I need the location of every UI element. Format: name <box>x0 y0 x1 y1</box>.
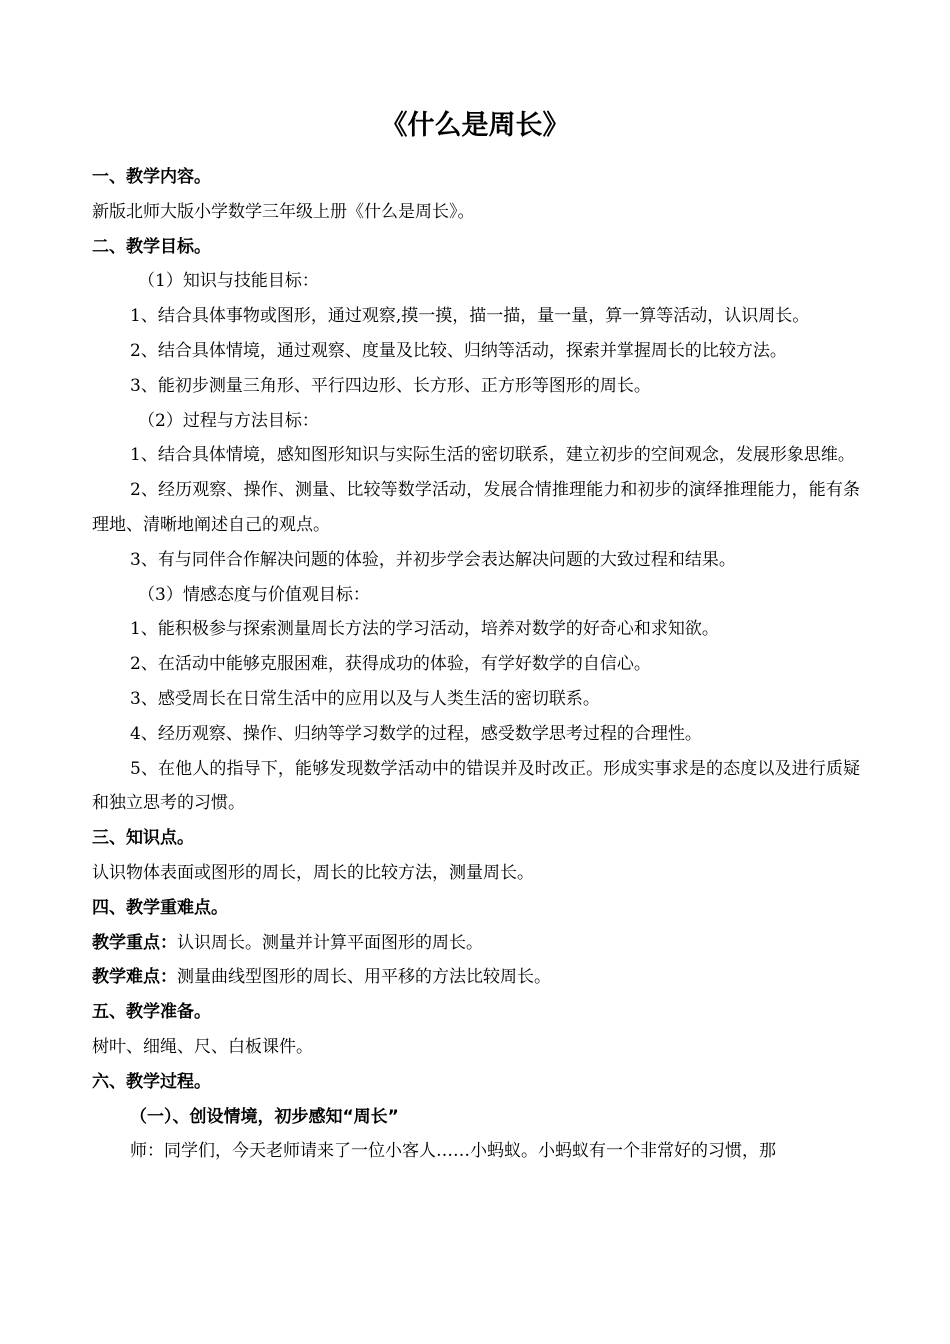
difficult-point-label: 教学难点： <box>92 967 177 988</box>
section-heading-key-difficult: 四、教学重难点。 <box>92 897 228 918</box>
goal-item: 5、在他人的指导下，能够发现数学活动中的错误并及时改正。形成实事求是的态度以及进行质疑和独立思考的习惯。 <box>92 758 860 814</box>
process-subheading: （一）、创设情境，初步感知“周长” <box>130 1106 399 1127</box>
goal-heading-attitude: （3）情感态度与价值观目标： <box>138 584 370 605</box>
section-heading-content: 一、教学内容。 <box>92 167 211 187</box>
section-text-content: 新版北师大版小学数学三年级上册《什么是周长》。 <box>92 201 475 222</box>
difficult-point-line <box>92 960 860 995</box>
document-title: 《什么是周长》 <box>380 110 570 141</box>
difficult-point-text: 测量曲线型图形的周长、用平移的方法比较周长。 <box>177 967 551 988</box>
goal-item: 3、感受周长在日常生活中的应用以及与人类生活的密切联系。 <box>130 688 600 709</box>
section-text-preparation: 树叶、细绳、尺、白板课件。 <box>92 1036 313 1057</box>
goal-heading-process: （2）过程与方法目标： <box>138 410 319 431</box>
goal-item: 2、经历观察、操作、测量、比较等数学活动，发展合情推理能力和初步的演绎推理能力，能有条理地、清晰地阐述自己的观点。 <box>92 480 860 535</box>
goal-item: 3、能初步测量三角形、平行四边形、长方形、正方形等图形的周长。 <box>130 375 651 396</box>
goal-item: 2、在活动中能够克服困难，获得成功的体验，有学好数学的自信心。 <box>130 654 651 675</box>
section-heading-preparation: 五、教学准备。 <box>92 1002 211 1023</box>
section-heading-goals: 二、教学目标。 <box>92 236 211 257</box>
goal-heading-knowledge: （1）知识与技能目标： <box>138 271 319 292</box>
goal-item: 1、结合具体事物或图形，通过观察,摸一摸，描一描，量一量，算一算等活动，认识周长。 <box>130 306 810 327</box>
goal-item: 1、能积极参与探索测量周长方法的学习活动，培养对数学的好奇心和求知欲。 <box>130 619 719 640</box>
section-heading-knowledge-points: 三、知识点。 <box>92 828 194 849</box>
process-paragraph: 师：同学们，今天老师请来了一位小客人……小蚂蚁。小蚂蚁有一个非常好的习惯，那 <box>130 1141 776 1162</box>
key-point-text: 认识周长。测量并计算平面图形的周长。 <box>177 932 483 953</box>
goal-item: 3、有与同伴合作解决问题的体验，并初步学会表达解决问题的大致过程和结果。 <box>130 549 736 570</box>
key-point-label: 教学重点： <box>92 932 177 953</box>
goal-item: 2、结合具体情境，通过观察、度量及比较、归纳等活动，探索并掌握周长的比较方法。 <box>130 340 787 361</box>
goal-item: 1、结合具体情境，感知图形知识与实际生活的密切联系，建立初步的空间观念，发展形象思维。 <box>130 445 855 466</box>
key-point-line <box>92 926 860 961</box>
document-body <box>92 160 860 1169</box>
goal-item: 4、经历观察、操作、归纳等学习数学的过程，感受数学思考过程的合理性。 <box>130 723 702 744</box>
section-text-knowledge-points: 认识物体表面或图形的周长，周长的比较方法，测量周长。 <box>92 862 534 883</box>
section-heading-process: 六、教学过程。 <box>92 1071 211 1092</box>
